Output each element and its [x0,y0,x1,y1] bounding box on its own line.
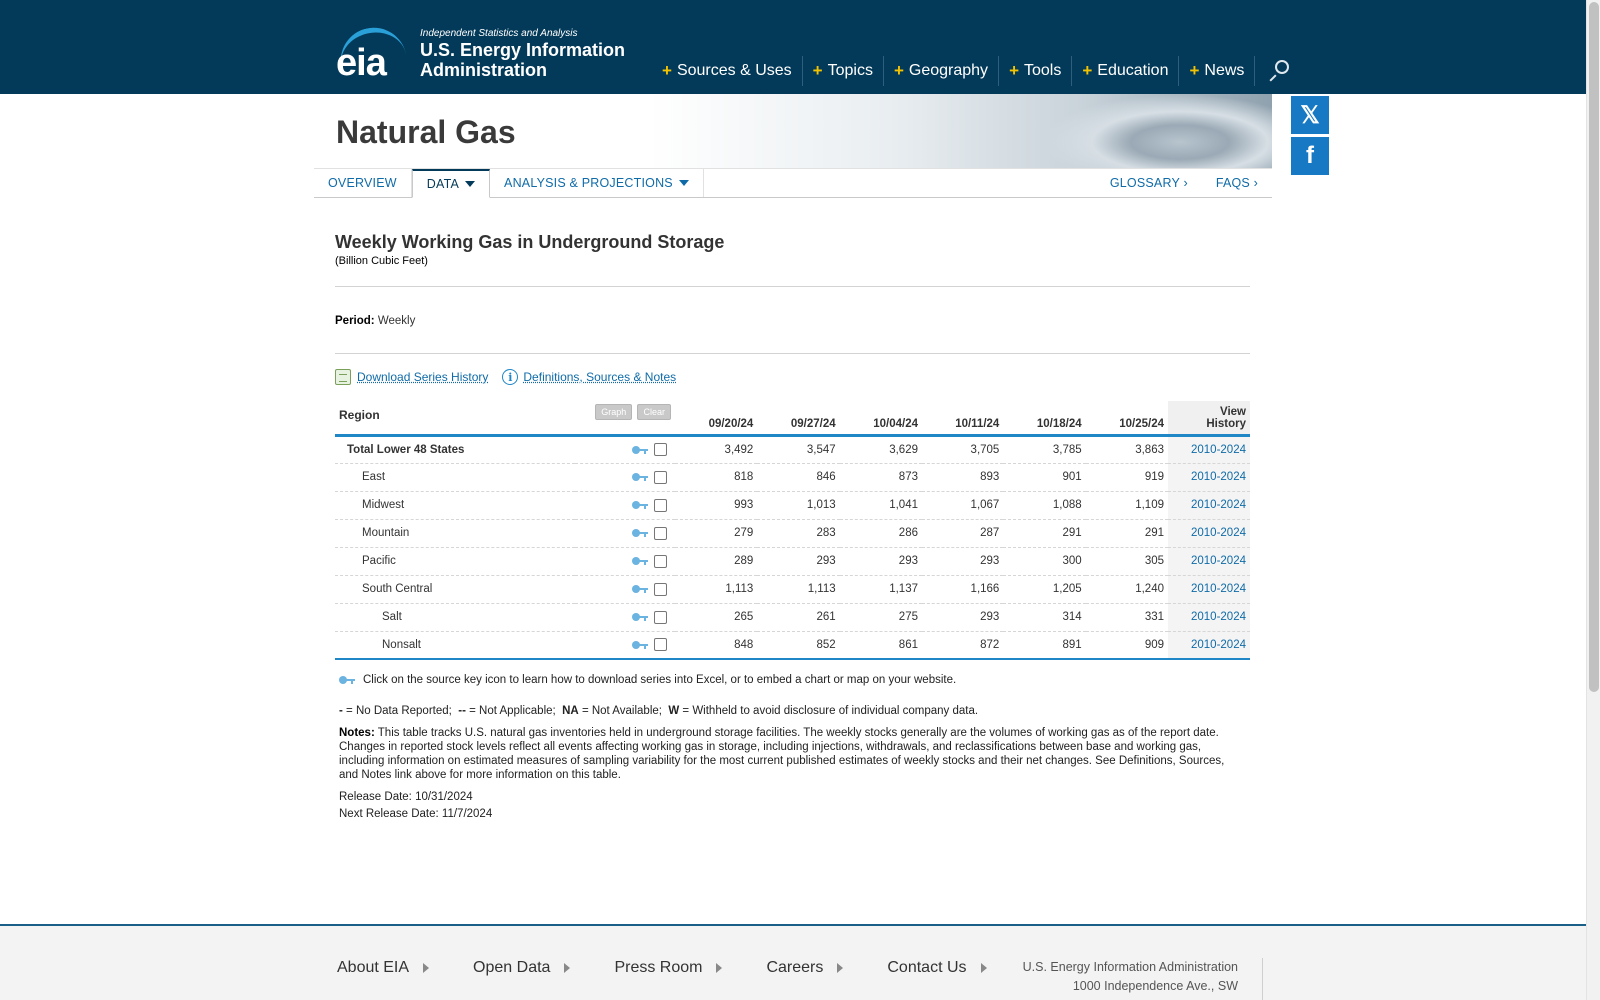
nav-label: Topics [827,62,873,79]
plus-icon: + [893,61,904,80]
history-cell [1168,631,1250,659]
table-row [335,435,1250,463]
table-body [335,435,1250,659]
legend-text: = Withheld to avoid disclosure of individual company data. [679,705,979,717]
tab-analysis-projections[interactable] [490,169,704,197]
page-title: Weekly Working Gas in Underground Storage [335,232,725,252]
graph-select-checkbox[interactable] [654,471,667,484]
tab-label: OVERVIEW [328,176,397,190]
nav-topics[interactable] [803,56,884,86]
row-controls [575,631,675,659]
footer-link-label: Contact Us [887,959,967,976]
nav-tools[interactable] [999,56,1072,86]
divider [335,286,1250,287]
region-name: Salt [335,603,575,631]
source-key-icon[interactable] [632,557,648,565]
history-cell [1168,603,1250,631]
value-cell: 891 [1003,631,1085,659]
region-name: South Central [335,575,575,603]
table-row [335,575,1250,603]
value-cell: 279 [675,519,757,547]
graph-button[interactable]: Graph [595,404,632,420]
date-header: 10/18/24 [1003,401,1085,435]
graph-select-checkbox[interactable] [654,638,667,651]
history-cell [1168,435,1250,463]
value-cell: 293 [922,547,1003,575]
legend-symbol: - [339,705,343,717]
region-name: East [335,463,575,491]
chevron-right-icon [716,963,722,973]
chevron-right-icon [564,963,570,973]
value-cell: 3,785 [1003,435,1085,463]
glossary-link[interactable]: GLOSSARY › [1109,176,1188,190]
nav-geography[interactable] [884,56,999,86]
logo-org-line1: U.S. Energy Information [420,40,626,60]
table-row [335,463,1250,491]
value-cell: 919 [1086,463,1168,491]
view-history-link[interactable]: 2010-2024 [1191,638,1246,651]
value-cell: 993 [675,491,757,519]
facebook-icon[interactable]: f [1291,137,1329,175]
table-row [335,631,1250,659]
legend-text: = Not Applicable; [465,705,563,717]
view-history-link[interactable]: 2010-2024 [1191,583,1246,595]
legend-symbol: W [668,705,680,717]
footer-divider [1262,958,1263,1000]
chevron-right-icon [981,963,987,973]
table-row [335,547,1250,575]
graph-select-checkbox[interactable] [654,527,667,540]
value-cell: 861 [840,631,922,659]
value-cell: 1,041 [840,491,922,519]
date-header: 10/25/24 [1086,401,1168,435]
legend-text: = No Data Reported; [342,705,459,717]
row-controls [575,519,675,547]
main-nav [652,56,1289,86]
search-icon[interactable] [1267,60,1289,82]
definitions-sources-notes-link[interactable]: Definitions, Sources & Notes [523,370,677,384]
chevron-right-icon [837,963,843,973]
region-name: Pacific [335,547,575,575]
value-cell: 261 [757,603,839,631]
view-history-link[interactable]: 2010-2024 [1191,611,1246,623]
nav-news[interactable] [1179,56,1255,86]
value-cell: 1,109 [1086,491,1168,519]
nav-label: News [1204,62,1245,79]
plus-icon: + [662,61,672,80]
footer-link-label: Open Data [473,959,551,976]
value-cell: 293 [840,547,922,575]
value-cell: 909 [1086,631,1168,659]
row-controls [575,491,675,519]
nav-label: Sources & Uses [676,62,792,79]
value-cell: 314 [1003,603,1085,631]
value-cell: 3,705 [922,435,1003,463]
view-history-link[interactable]: 2010-2024 [1191,555,1246,567]
value-cell: 286 [840,519,922,547]
footer-link-label: Careers [766,959,824,976]
tab-data[interactable] [412,169,490,198]
value-cell: 291 [1003,519,1085,547]
source-key-icon[interactable] [632,446,648,454]
value-cell: 1,113 [757,575,839,603]
main-content [335,228,1250,820]
plus-icon: + [1189,61,1200,80]
value-cell: 293 [757,547,839,575]
footer-link-open-data[interactable] [473,959,570,977]
source-key-icon[interactable] [632,641,648,649]
logo-tagline: Independent Statistics and Analysis [420,28,578,39]
history-cell [1168,547,1250,575]
table-row [335,519,1250,547]
eia-logo-mark [336,28,406,84]
page-scrollbar[interactable] [1586,0,1600,1000]
period-value: Weekly [377,315,416,327]
region-name: Nonsalt [335,631,575,659]
twitter-x-icon[interactable]: 𝕏 [1291,96,1329,134]
footer-address [1000,958,1238,996]
value-cell: 1,240 [1086,575,1168,603]
source-key-icon[interactable] [632,585,648,593]
legend-symbol: -- [458,705,466,717]
value-cell: 1,113 [675,575,757,603]
caret-down-icon [679,180,689,186]
next-release-date: Next Release Date: 11/7/2024 [339,808,493,820]
view-history-link[interactable]: 2010-2024 [1191,499,1246,511]
value-cell: 305 [1086,547,1168,575]
faqs-link[interactable]: FAQS › [1215,176,1258,190]
footer-link-press-room[interactable] [614,959,722,977]
logo-org-line2: Administration [420,60,548,80]
source-key-icon [339,676,355,684]
value-cell: 901 [1003,463,1085,491]
notes-label: Notes: [339,727,375,739]
value-cell: 818 [675,463,757,491]
units-label: (Billion Cubic Feet) [335,255,428,267]
table-row [335,491,1250,519]
period-label: Period: [335,315,375,327]
value-cell: 846 [757,463,839,491]
value-cell: 293 [922,603,1003,631]
search-icon-handle [1270,74,1277,81]
row-controls [575,575,675,603]
tab-label: ANALYSIS & PROJECTIONS [504,176,673,190]
spreadsheet-icon [335,369,351,385]
date-header: 10/04/24 [840,401,922,435]
address-line: 1000 Independence Ave., SW [1072,979,1238,993]
footer-link-about[interactable] [337,959,429,977]
social-share [1291,96,1329,178]
value-cell: 1,067 [922,491,1003,519]
footer-link-label: Press Room [614,959,703,976]
section-subnav [314,168,1272,198]
site-header [0,0,1586,94]
footer-link-contact[interactable] [887,959,986,977]
date-header: 09/20/24 [675,401,757,435]
row-controls [575,463,675,491]
history-cell [1168,519,1250,547]
key-note-text: Click on the source key icon to learn how to download series into Excel, or to embed a chart or map on your website. [363,674,957,686]
value-cell: 275 [840,603,922,631]
section-title: Natural Gas [336,114,516,150]
graph-select-checkbox[interactable] [654,443,667,456]
value-cell: 848 [675,631,757,659]
clear-button[interactable]: Clear [637,404,671,420]
value-cell: 300 [1003,547,1085,575]
address-line: U.S. Energy Information Administration [1022,960,1238,974]
footer-link-label: About EIA [337,959,410,976]
table-tools [335,369,1250,385]
notes-text: This table tracks U.S. natural gas inventories held in underground storage facilities. The weekly stocks generally are the volumes of working gas as of the report date. Changes in reported stock levels reflect all events affecting working gas in storage, including injections, withdrawals, and reclassifications between base and working gas, including information on estimated measures of sampling variability for the most current published estimates of weekly stocks and their net changes. See Definitions, Sources, and Notes link above for more information on this table. [339,727,1225,781]
source-key-icon[interactable] [632,473,648,481]
gas-burner-image [1042,94,1272,168]
value-cell: 852 [757,631,839,659]
subnav-right-links [1096,169,1272,197]
value-cell: 1,013 [757,491,839,519]
value-cell: 1,166 [922,575,1003,603]
logo-wordmark [420,28,625,80]
source-key-icon[interactable] [632,529,648,537]
footer-link-careers[interactable] [766,959,843,977]
value-cell: 291 [1086,519,1168,547]
chevron-right-icon [423,963,429,973]
value-cell: 3,863 [1086,435,1168,463]
search-icon-ring [1275,60,1289,74]
view-history-link[interactable]: 2010-2024 [1191,527,1246,539]
source-key-icon[interactable] [632,613,648,621]
value-cell: 3,629 [840,435,922,463]
download-series-history-link[interactable]: Download Series History [357,370,489,384]
plus-icon: + [1082,61,1093,80]
logo-eia-text: eia [336,42,386,84]
nav-sources-uses[interactable] [652,56,803,86]
nav-label: Tools [1024,62,1062,79]
view-history-link[interactable]: 2010-2024 [1191,443,1246,456]
graph-select-checkbox[interactable] [654,499,667,512]
value-cell: 893 [922,463,1003,491]
divider [335,353,1250,354]
row-controls [575,435,675,463]
history-cell [1168,575,1250,603]
row-controls [575,547,675,575]
tab-label: DATA [426,177,460,191]
caret-down-icon [465,181,475,187]
table-row [335,603,1250,631]
view-history-header-line2: History [1206,417,1246,430]
value-cell: 3,547 [757,435,839,463]
view-history-header-line1: View [1220,405,1246,418]
value-cell: 873 [840,463,922,491]
plus-icon: + [1009,61,1019,80]
view-history-header [1168,401,1250,435]
nav-label: Education [1097,62,1169,79]
region-name: Mountain [335,519,575,547]
scrollbar-thumb[interactable] [1589,2,1599,692]
info-icon: i [502,369,518,385]
site-footer [0,924,1586,1000]
view-history-link[interactable]: 2010-2024 [1191,471,1246,483]
row-controls [575,603,675,631]
history-cell [1168,463,1250,491]
release-date: Release Date: 10/31/2024 [339,791,473,803]
value-cell: 331 [1086,603,1168,631]
date-header: 09/27/24 [757,401,839,435]
region-name: Midwest [335,491,575,519]
graph-select-checkbox[interactable] [654,555,667,568]
nav-label: Geography [908,62,989,79]
graph-select-checkbox[interactable] [654,611,667,624]
region-name: Total Lower 48 States [335,435,575,463]
value-cell: 287 [922,519,1003,547]
value-cell: 283 [757,519,839,547]
region-header: Region [335,401,575,435]
eia-logo[interactable] [336,28,626,84]
period-row [335,315,1250,327]
key-note [335,674,1250,686]
legend-symbol: NA [562,705,579,717]
section-banner [314,94,1272,168]
tab-overview[interactable] [314,169,412,197]
value-cell: 872 [922,631,1003,659]
date-header: 10/11/24 [922,401,1003,435]
source-key-icon[interactable] [632,501,648,509]
value-cell: 1,137 [840,575,922,603]
value-cell: 1,088 [1003,491,1085,519]
value-cell: 1,205 [1003,575,1085,603]
symbol-legend [335,705,1250,717]
storage-table [335,401,1250,660]
nav-education[interactable] [1072,56,1179,86]
footer-links [337,959,1031,977]
history-cell [1168,491,1250,519]
notes [335,726,1250,782]
table-header-row [335,401,1250,435]
value-cell: 3,492 [675,435,757,463]
graph-controls [575,401,675,435]
graph-select-checkbox[interactable] [654,583,667,596]
value-cell: 265 [675,603,757,631]
plus-icon: + [812,61,823,80]
value-cell: 289 [675,547,757,575]
legend-text: = Not Available; [578,705,669,717]
